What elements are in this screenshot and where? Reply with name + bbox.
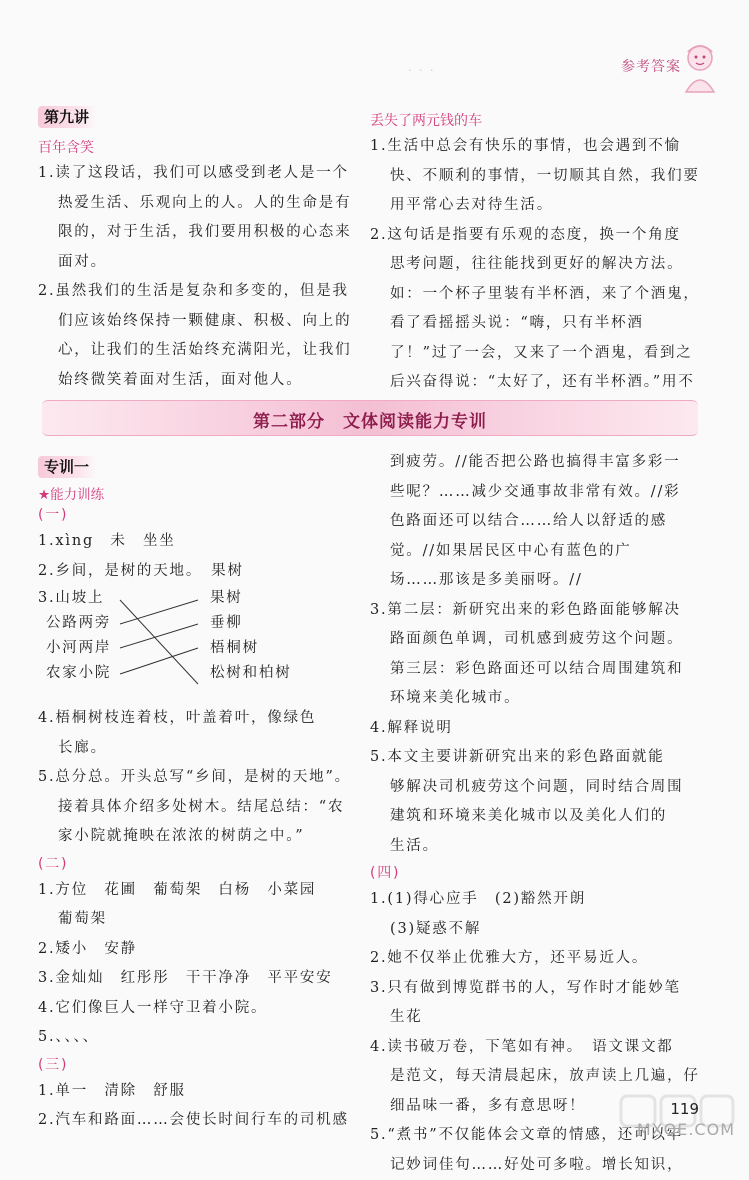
- answer-key-label: 参考答案: [621, 56, 681, 76]
- text-line: 2.虽然我们的生活是复杂和多变的，但是我: [38, 277, 338, 307]
- text-line: 2.她不仅举止优雅大方，还平易近人。: [370, 944, 700, 974]
- mascot-icon: [677, 40, 723, 94]
- text-line: 2.汽车和路面……会使长时间行车的司机感: [38, 1106, 348, 1136]
- text-line: 1.生活中总会有快乐的事情，也会遇到不愉: [370, 132, 700, 162]
- text-line: 4.梧桐树枝连着枝，叶盖着叶，像绿色: [38, 704, 348, 734]
- answer-block-right-top: [370, 132, 700, 427]
- left-bottom-column: [38, 456, 348, 1136]
- text-line: (3)疑惑不解: [370, 915, 700, 945]
- text-line: 1.方位 花圃 葡萄架 白杨 小菜园: [38, 876, 348, 906]
- text-line: 1.xìng 未 坐坐: [38, 527, 348, 557]
- watermark-text: MXQE.COM: [637, 1120, 735, 1139]
- text-line: 到疲劳。//能否把公路也搞得丰富多彩一: [370, 448, 700, 478]
- text-line: 们应该始终保持一颗健康、积极、向上的: [38, 307, 338, 337]
- text-line: 3.只有做到博览群书的人，写作时才能妙笔: [370, 974, 700, 1004]
- lecture-title: 第九讲: [38, 106, 97, 128]
- text-line: 细品味一番，多有意思呀！: [370, 1092, 700, 1122]
- answer-block-left-bottom: [38, 503, 348, 1136]
- answer-block-right-bottom: [370, 448, 700, 1180]
- right-bottom-column: [370, 448, 700, 1180]
- text-line: 心，让我们的生活始终充满阳光，让我们: [38, 336, 338, 366]
- text-line: 是范文，每天清晨起床，放声读上几遍，仔: [370, 1062, 700, 1092]
- text-line: 1.单一 清除 舒服: [38, 1077, 348, 1107]
- ability-training-badge: ★能力训练: [38, 483, 104, 503]
- text-line: 建筑和环境来美化城市以及美化人们的: [370, 802, 700, 832]
- text-line: 看了看摇摇头说：“嗨，只有半杯酒: [370, 309, 700, 339]
- match-right-2: 垂柳: [210, 611, 243, 636]
- match-right-3: 梧桐树: [210, 636, 259, 661]
- text-line: 3.金灿灿 红彤彤 干干净净 平平安安: [38, 964, 348, 994]
- part-label: (三): [38, 1053, 348, 1077]
- text-line: 色路面还可以结合……给人以舒适的感: [370, 507, 700, 537]
- match-right-4: 松树和柏树: [210, 661, 292, 686]
- right-top-column: [370, 110, 700, 427]
- text-line: 限的，对于生活，我们要用积极的心态来: [38, 218, 338, 248]
- text-line: 4.读书破万卷，下笔如有神。 语文课文都: [370, 1033, 700, 1063]
- left-top-column: [38, 106, 338, 395]
- text-line: 第三层：彩色路面还可以结合周围建筑和: [370, 655, 700, 685]
- text-line: 思考问题，往往能找到更好的解决方法。: [370, 250, 700, 280]
- text-line: 5.“煮书”不仅能体会文章的情感，还可以牢: [370, 1121, 700, 1151]
- text-line: 长廊。: [38, 734, 348, 764]
- text-line: 5.、、、、: [38, 1023, 348, 1053]
- text-line: 快、不顺利的事情，一切顺其自然，我们要: [370, 162, 700, 192]
- part-label: (四): [370, 861, 700, 885]
- text-line: 用平常心去对待生活。: [370, 191, 700, 221]
- match-left-4: 农家小院: [46, 661, 111, 686]
- part-banner: [42, 400, 698, 436]
- training-title: 专训一: [38, 456, 97, 478]
- essay-subtitle-left: 百年含笑: [38, 137, 338, 157]
- text-line: 些呢？……减少交通事故非常有效。//彩: [370, 478, 700, 508]
- essay-subtitle-right: 丢失了两元钱的车: [370, 110, 700, 130]
- match-left-3: 小河两岸: [46, 636, 111, 661]
- text-line: 1.读了这段话，我们可以感受到老人是一个: [38, 159, 338, 189]
- text-line: 葡萄架: [38, 905, 348, 935]
- text-line: 热爱生活、乐观向上的人。人的生命是有: [38, 189, 338, 219]
- faint-header-text: · · ·: [408, 64, 435, 77]
- text-line: 环境来美化城市。: [370, 684, 700, 714]
- text-line: 2.乡间，是树的天地。 果树: [38, 557, 348, 587]
- part-label: (二): [38, 852, 348, 876]
- text-line: 4.它们像巨人一样守卫着小院。: [38, 994, 348, 1024]
- part-banner-title: 第二部分 文体阅读能力专训: [42, 407, 698, 432]
- text-line: 5.总分总。开头总写“乡间，是树的天地”。: [38, 763, 348, 793]
- text-line: 生活。: [370, 832, 700, 862]
- text-line: 记妙词佳句……好处可多啦。增长知识，: [370, 1151, 700, 1180]
- text-line: 觉。//如果居民区中心有蓝色的广: [370, 537, 700, 567]
- match-left-1: 3.山坡上: [38, 586, 104, 611]
- text-line: 面对。: [38, 248, 338, 278]
- text-line: 路面颜色单调，司机感到疲劳这个问题。: [370, 625, 700, 655]
- text-line: 3.第二层：新研究出来的彩色路面能够解决: [370, 596, 700, 626]
- page-number: 119: [670, 1100, 699, 1118]
- match-left-2: 公路两旁: [46, 611, 111, 636]
- part-label: (一): [38, 503, 348, 527]
- text-line: 够解决司机疲劳这个问题，同时结合周围: [370, 773, 700, 803]
- text-line: 2.这句话是指要有乐观的态度，换一个角度: [370, 221, 700, 251]
- text-line: 场……那该是多美丽呀。//: [370, 566, 700, 596]
- text-line: 了！”过了一会，又来了一个酒鬼，看到之: [370, 339, 700, 369]
- text-line: 后兴奋得说：“太好了，还有半杯酒。”用不: [370, 368, 700, 398]
- match-right-1: 果树: [210, 586, 243, 611]
- text-line: 2.矮小 安静: [38, 935, 348, 965]
- answer-block-left-top: [38, 159, 338, 395]
- text-line: 如：一个杯子里装有半杯酒，来了个酒鬼，: [370, 280, 700, 310]
- text-line: 5.本文主要讲新研究出来的彩色路面就能: [370, 743, 700, 773]
- text-line: 家小院就掩映在浓浓的树荫之中。”: [38, 822, 348, 852]
- text-line: 生花: [370, 1003, 700, 1033]
- text-line: 4.解释说明: [370, 714, 700, 744]
- text-line: 始终微笑着面对生活，面对他人。: [38, 366, 338, 396]
- text-line: 1.(1)得心应手 (2)豁然开朗: [370, 885, 700, 915]
- matching-diagram: [38, 586, 348, 704]
- text-line: 接着具体介绍多处树木。结尾总结：“农: [38, 793, 348, 823]
